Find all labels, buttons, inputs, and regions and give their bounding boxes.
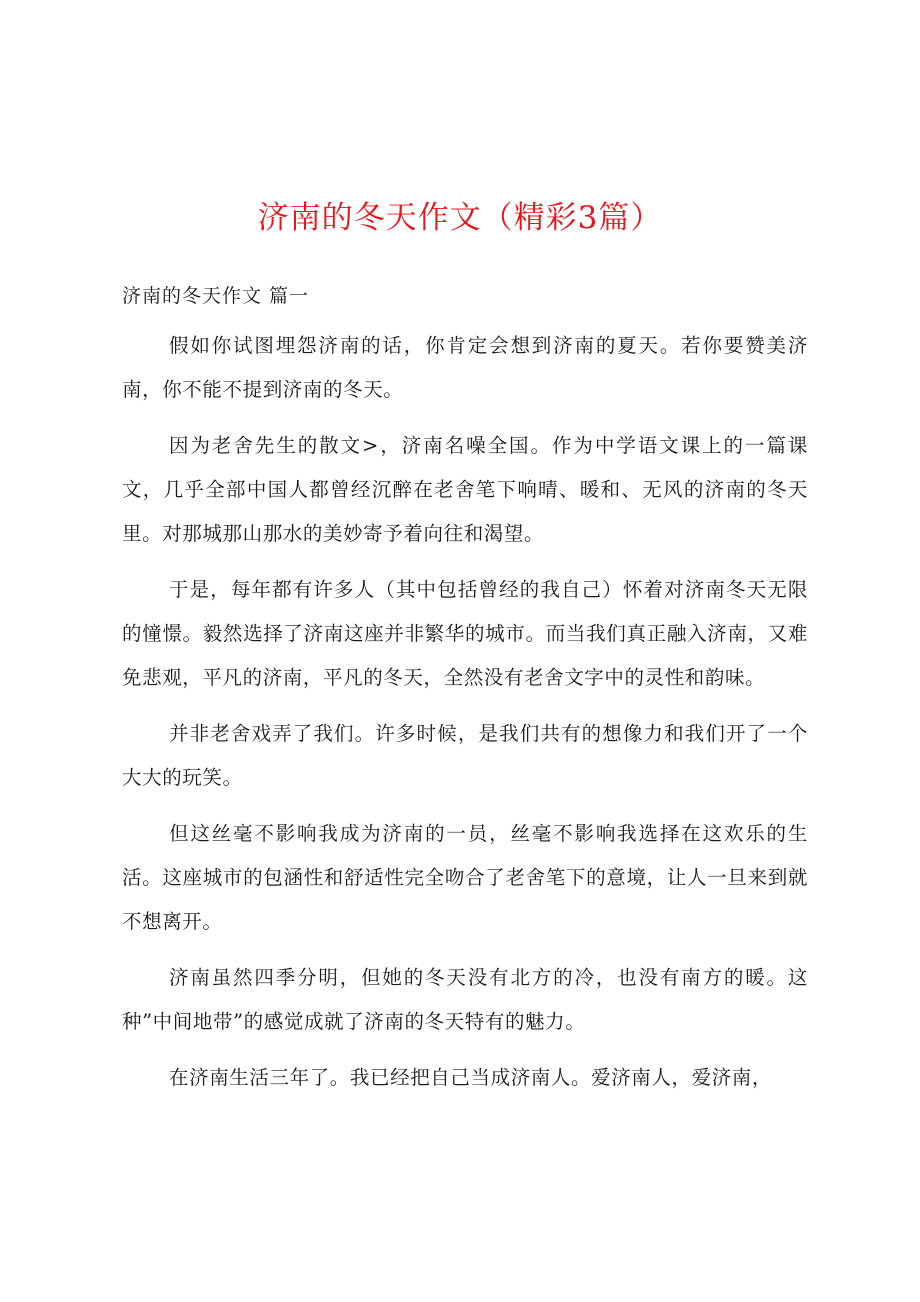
- document-title: 济南的冬天作文（精彩3篇）: [257, 200, 663, 236]
- document-body: [122, 324, 808, 1112]
- paragraph: 济南虽然四季分明，但她的冬天没有北方的冷，也没有南方的暖。这种”中间地带”的感觉成就了济南的冬天特有的魅力。: [122, 966, 808, 1033]
- paragraph: 因为老舍先生的散文>，济南名噪全国。作为中学语文课上的一篇课文，几乎全部中国人都曾经沉醉在老舍笔下响晴、暖和、无风的济南的冬天里。对那城那山那水的美妙寄予着向往和渴望。: [122, 434, 808, 545]
- paragraph: 假如你试图埋怨济南的话，你肯定会想到济南的夏天。若你要赞美济南，你不能不提到济南的冬天。: [122, 334, 808, 401]
- paragraph: 于是，每年都有许多人（其中包括曾经的我自己）怀着对济南冬天无限的憧憬。毅然选择了济南这座并非繁华的城市。而当我们真正融入济南，又难免悲观，平凡的济南，平凡的冬天，全然没有老舍文字中的灵性和韵味。: [122, 578, 808, 689]
- paragraph: 并非老舍戏弄了我们。许多时候，是我们共有的想像力和我们开了一个大大的玩笑。: [122, 722, 808, 789]
- paragraph: 在济南生活三年了。我已经把自己当成济南人。爱济南人，爱济南，: [169, 1066, 773, 1089]
- section-heading: 济南的冬天作文 篇一: [122, 285, 310, 307]
- paragraph: 但这丝毫不影响我成为济南的一员，丝毫不影响我选择在这欢乐的生活。这座城市的包涵性和舒适性完全吻合了老舍笔下的意境，让人一旦来到就不想离开。: [122, 822, 808, 933]
